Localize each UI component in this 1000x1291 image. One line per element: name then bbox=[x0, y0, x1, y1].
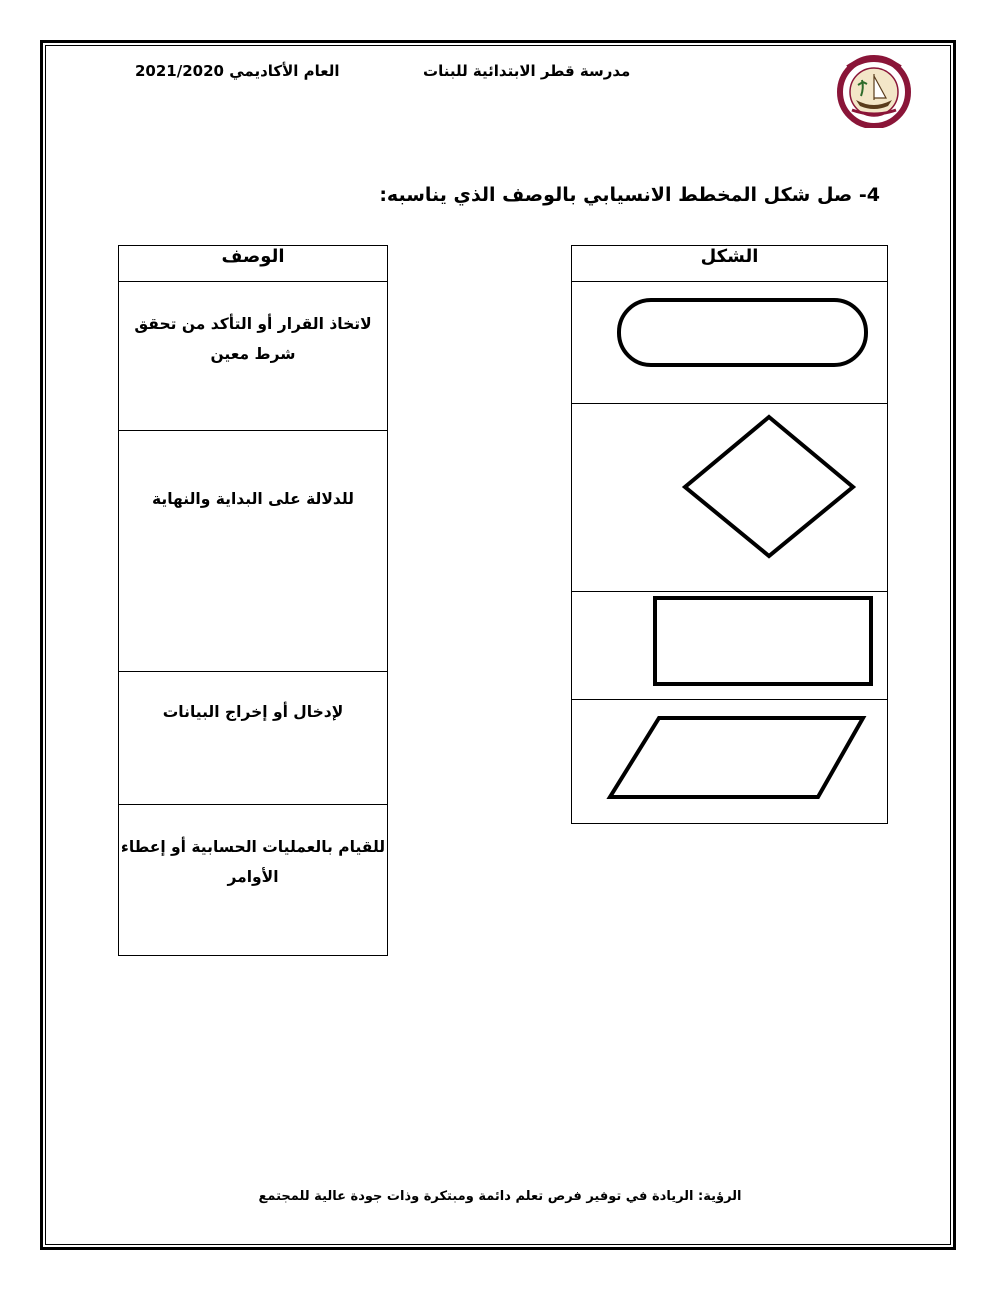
rectangle-icon[interactable] bbox=[655, 598, 871, 684]
question-title: 4- صل شكل المخطط الانسيابي بالوصف الذي يناسبه: bbox=[379, 184, 880, 206]
parallelogram-icon[interactable] bbox=[610, 718, 863, 797]
flowchart-shapes bbox=[571, 245, 888, 825]
description-item: لاتخاذ القرار أو التأكد من تحقق شرط معين bbox=[119, 282, 388, 431]
vision-footer: الرؤية: الريادة في توفير فرص تعلم دائمة ومبتكرة وذات جودة عالية للمجتمع bbox=[258, 1189, 742, 1204]
description-item: للدلالة على البداية والنهاية bbox=[119, 431, 388, 672]
description-item: للقيام بالعمليات الحسابية أو إعطاء الأوامر bbox=[119, 805, 388, 956]
academic-year: العام الأكاديمي 2021/2020 bbox=[135, 62, 340, 80]
description-header: الوصف bbox=[119, 246, 388, 282]
description-item: لإدخال أو إخراج البيانات bbox=[119, 672, 388, 805]
shape-header: الشكل bbox=[572, 246, 888, 282]
school-name: مدرسة قطر الابتدائية للبنات bbox=[423, 62, 631, 80]
ministry-logo-icon bbox=[834, 52, 914, 128]
rounded-rectangle-icon[interactable] bbox=[619, 300, 866, 365]
description-table bbox=[118, 245, 388, 956]
diamond-icon[interactable] bbox=[685, 417, 853, 556]
